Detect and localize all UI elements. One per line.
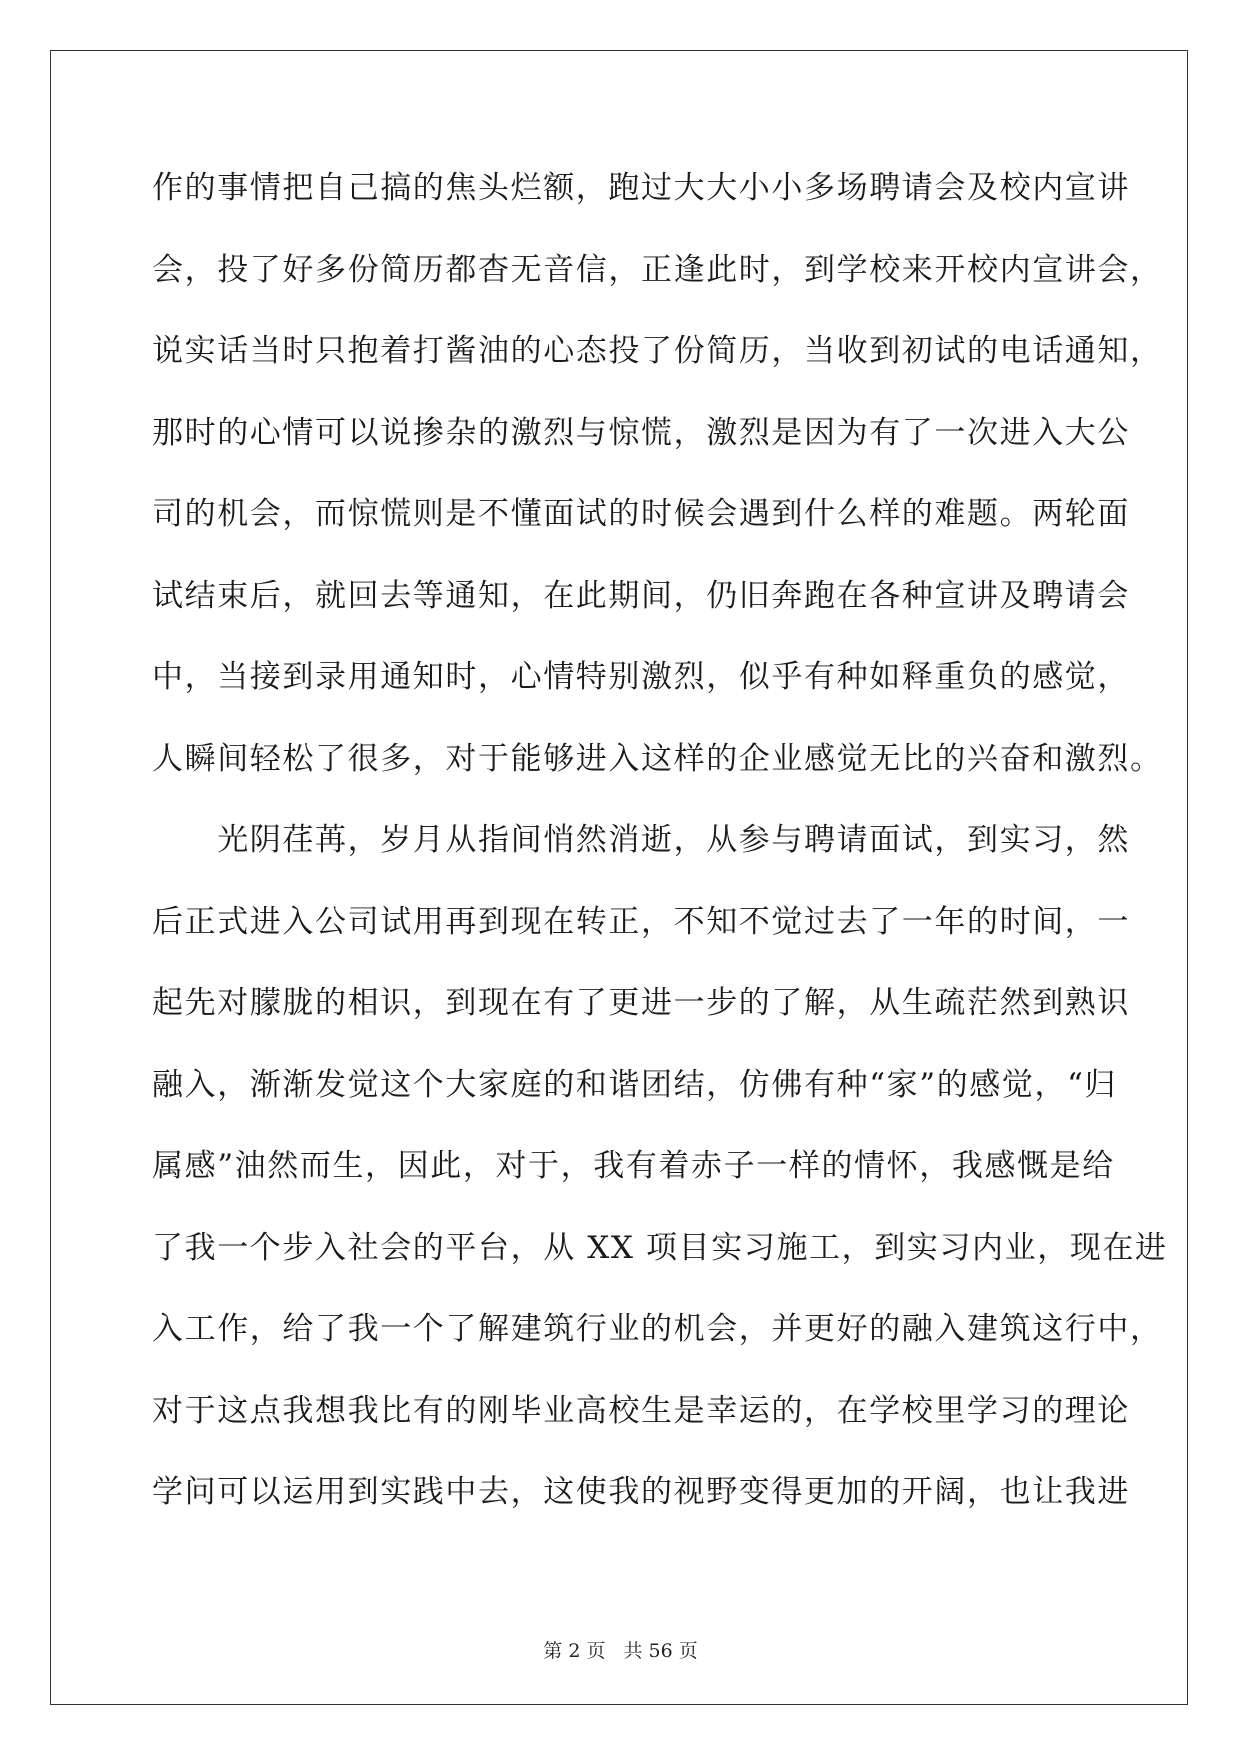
text-line: 说实话当时只抱着打酱油的心态投了份简历，当收到初试的电话通知， [152,333,1163,369]
text-line: 学问可以运用到实践中去，这使我的视野变得更加的开阔，也让我进 [152,1474,1130,1510]
text-line: 作的事情把自己搞的焦头烂额，跑过大大小小多场聘请会及校内宣讲 [152,170,1130,206]
page-footer [0,1636,1241,1663]
text-line: 那时的心情可以说掺杂的激烈与惊慌，激烈是因为有了一次进入大公 [152,414,1130,451]
text-line: 后正式进入公司试用再到现在转正，不知不觉过去了一年的时间，一 [152,903,1130,940]
text-line: 会，投了好多份简历都杳无音信，正逢此时，到学校来开校内宣讲会， [152,251,1163,288]
text-line: 起先对朦胧的相识，到现在有了更进一步的了解，从生疏茫然到熟识 [152,985,1130,1021]
text-line: 入工作，给了我一个了解建筑行业的机会，并更好的融入建筑这行中， [152,1311,1163,1347]
text-line: 司的机会，而惊慌则是不懂面试的时候会遇到什么样的难题。两轮面 [152,496,1130,532]
text-line: 光阴荏苒，岁月从指间悄然消逝，从参与聘请面试，到实习，然 [152,822,1130,858]
text-line: 了我一个步入社会的平台，从 XX 项目实习施工，到实习内业，现在进 [152,1229,1168,1266]
text-line: 人瞬间轻松了很多，对于能够进入这样的企业感觉无比的兴奋和激烈。 [152,740,1163,777]
document-body [152,148,1168,1534]
total-pages: 共 56 页 [623,1640,698,1662]
text-line: 试结束后，就回去等通知，在此期间，仍旧奔跑在各种宣讲及聘请会 [152,577,1130,614]
text-line: 中，当接到录用通知时，心情特别激烈，似乎有种如释重负的感觉， [152,659,1130,695]
text-line: 属感”油然而生，因此，对于，我有着赤子一样的情怀，我感慨是给 [152,1148,1115,1184]
text-line: 融入，渐渐发觉这个大家庭的和谐团结，仿佛有种“家”的感觉，“归 [152,1066,1118,1103]
text-line: 对于这点我想我比有的刚毕业高校生是幸运的，在学校里学习的理论 [152,1392,1130,1429]
page-number: 第 2 页 [543,1640,606,1662]
